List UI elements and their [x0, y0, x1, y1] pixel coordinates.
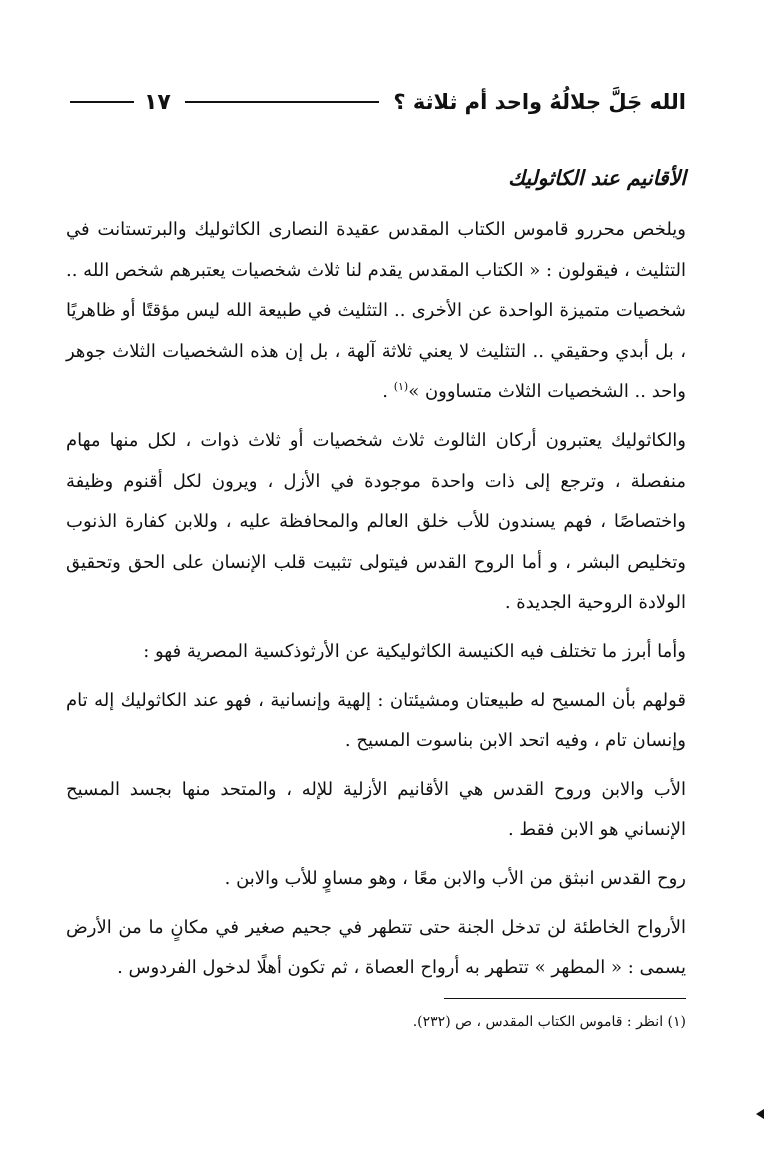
paragraph-1-text: ويلخص محررو قاموس الكتاب المقدس عقيدة النصارى الكاثوليك والبرتستانت في التثليث ، فيقولون : « الكتاب المقدس يقدم لنا ثلاث شخصيات يعتبرهم شخص الله .. شخصيات متميزة الواحدة عن الأخرى .. التثليث في طبيعة الله ليس مؤقتًا أو ظاهريًا ، بل أبدي وحقيقي .. التثليث لا يعني ثلاثة آلهة ، بل إن هذه الشخصيات الثلاث جوهر واحد .. الشخصيات الثلاث متساوون »: [66, 219, 686, 403]
paragraph-1: [66, 210, 686, 413]
paragraph-2: والكاثوليك يعتبرون أركان الثالوث ثلاث شخصيات أو ثلاث ذوات ، لكل منها مهام منفصلة ، وترجع إلى ذات واحدة موجودة في الأزل ، ويرون لكل أقنوم وظيفة واختصاصًا ، فهم يسندون للأب خلق العالم والمحافظة عليه ، وللابن كفارة الذنوب وتخليص البشر ، و أما الروح القدس فيتولى تثبيت قلب الإنسان على الحق وتحقيق الولادة الروحية الجديدة .: [66, 429, 686, 614]
paragraph-1-tail: .: [382, 381, 394, 403]
paragraph-3: وأما أبرز ما تختلف فيه الكنيسة الكاثوليكية عن الأرثوذكسية المصرية فهو :: [143, 640, 686, 662]
footnote-reference[interactable]: (١): [393, 380, 409, 394]
page-number: ١٧: [144, 89, 171, 115]
section-title: الأقانيم عند الكاثوليك: [508, 166, 686, 190]
paragraph-4: قولهم بأن المسيح له طبيعتان ومشيئتان : إلهية وإنسانية ، فهو عند الكاثوليك إله تام وإنسان تام ، وفيه اتحد الابن بناسوت المسيح .: [66, 689, 686, 752]
header-rule: [185, 101, 380, 103]
paragraph-7: الأرواح الخاطئة لن تدخل الجنة حتى تتطهر في جحيم صغير في مكانٍ ما من الأرض يسمى : « المطهر » تتطهر به أرواح العصاة ، ثم تكون أهلًا لدخول الفردوس .: [66, 916, 686, 979]
header-rule-short: [70, 101, 134, 103]
paragraph-5: الأب والابن وروح القدس هي الأقانيم الأزلية للإله ، والمتحد منها بجسد المسيح الإنساني هو الابن فقط .: [66, 778, 686, 841]
paragraph-6: روح القدس انبثق من الأب والابن معًا ، وهو مساوٍ للأب والابن .: [224, 867, 686, 889]
running-header: [70, 84, 686, 120]
body-text: [66, 158, 686, 997]
page-edge-mark: [756, 1109, 764, 1119]
header-title: الله جَلَّ جلالُهُ واحد أم ثلاثة ؟: [393, 90, 686, 114]
footnote: (١) انظر : قاموس الكتاب المقدس ، ص (٢٣٢).: [412, 1014, 686, 1030]
footnote-rule: [444, 998, 686, 999]
